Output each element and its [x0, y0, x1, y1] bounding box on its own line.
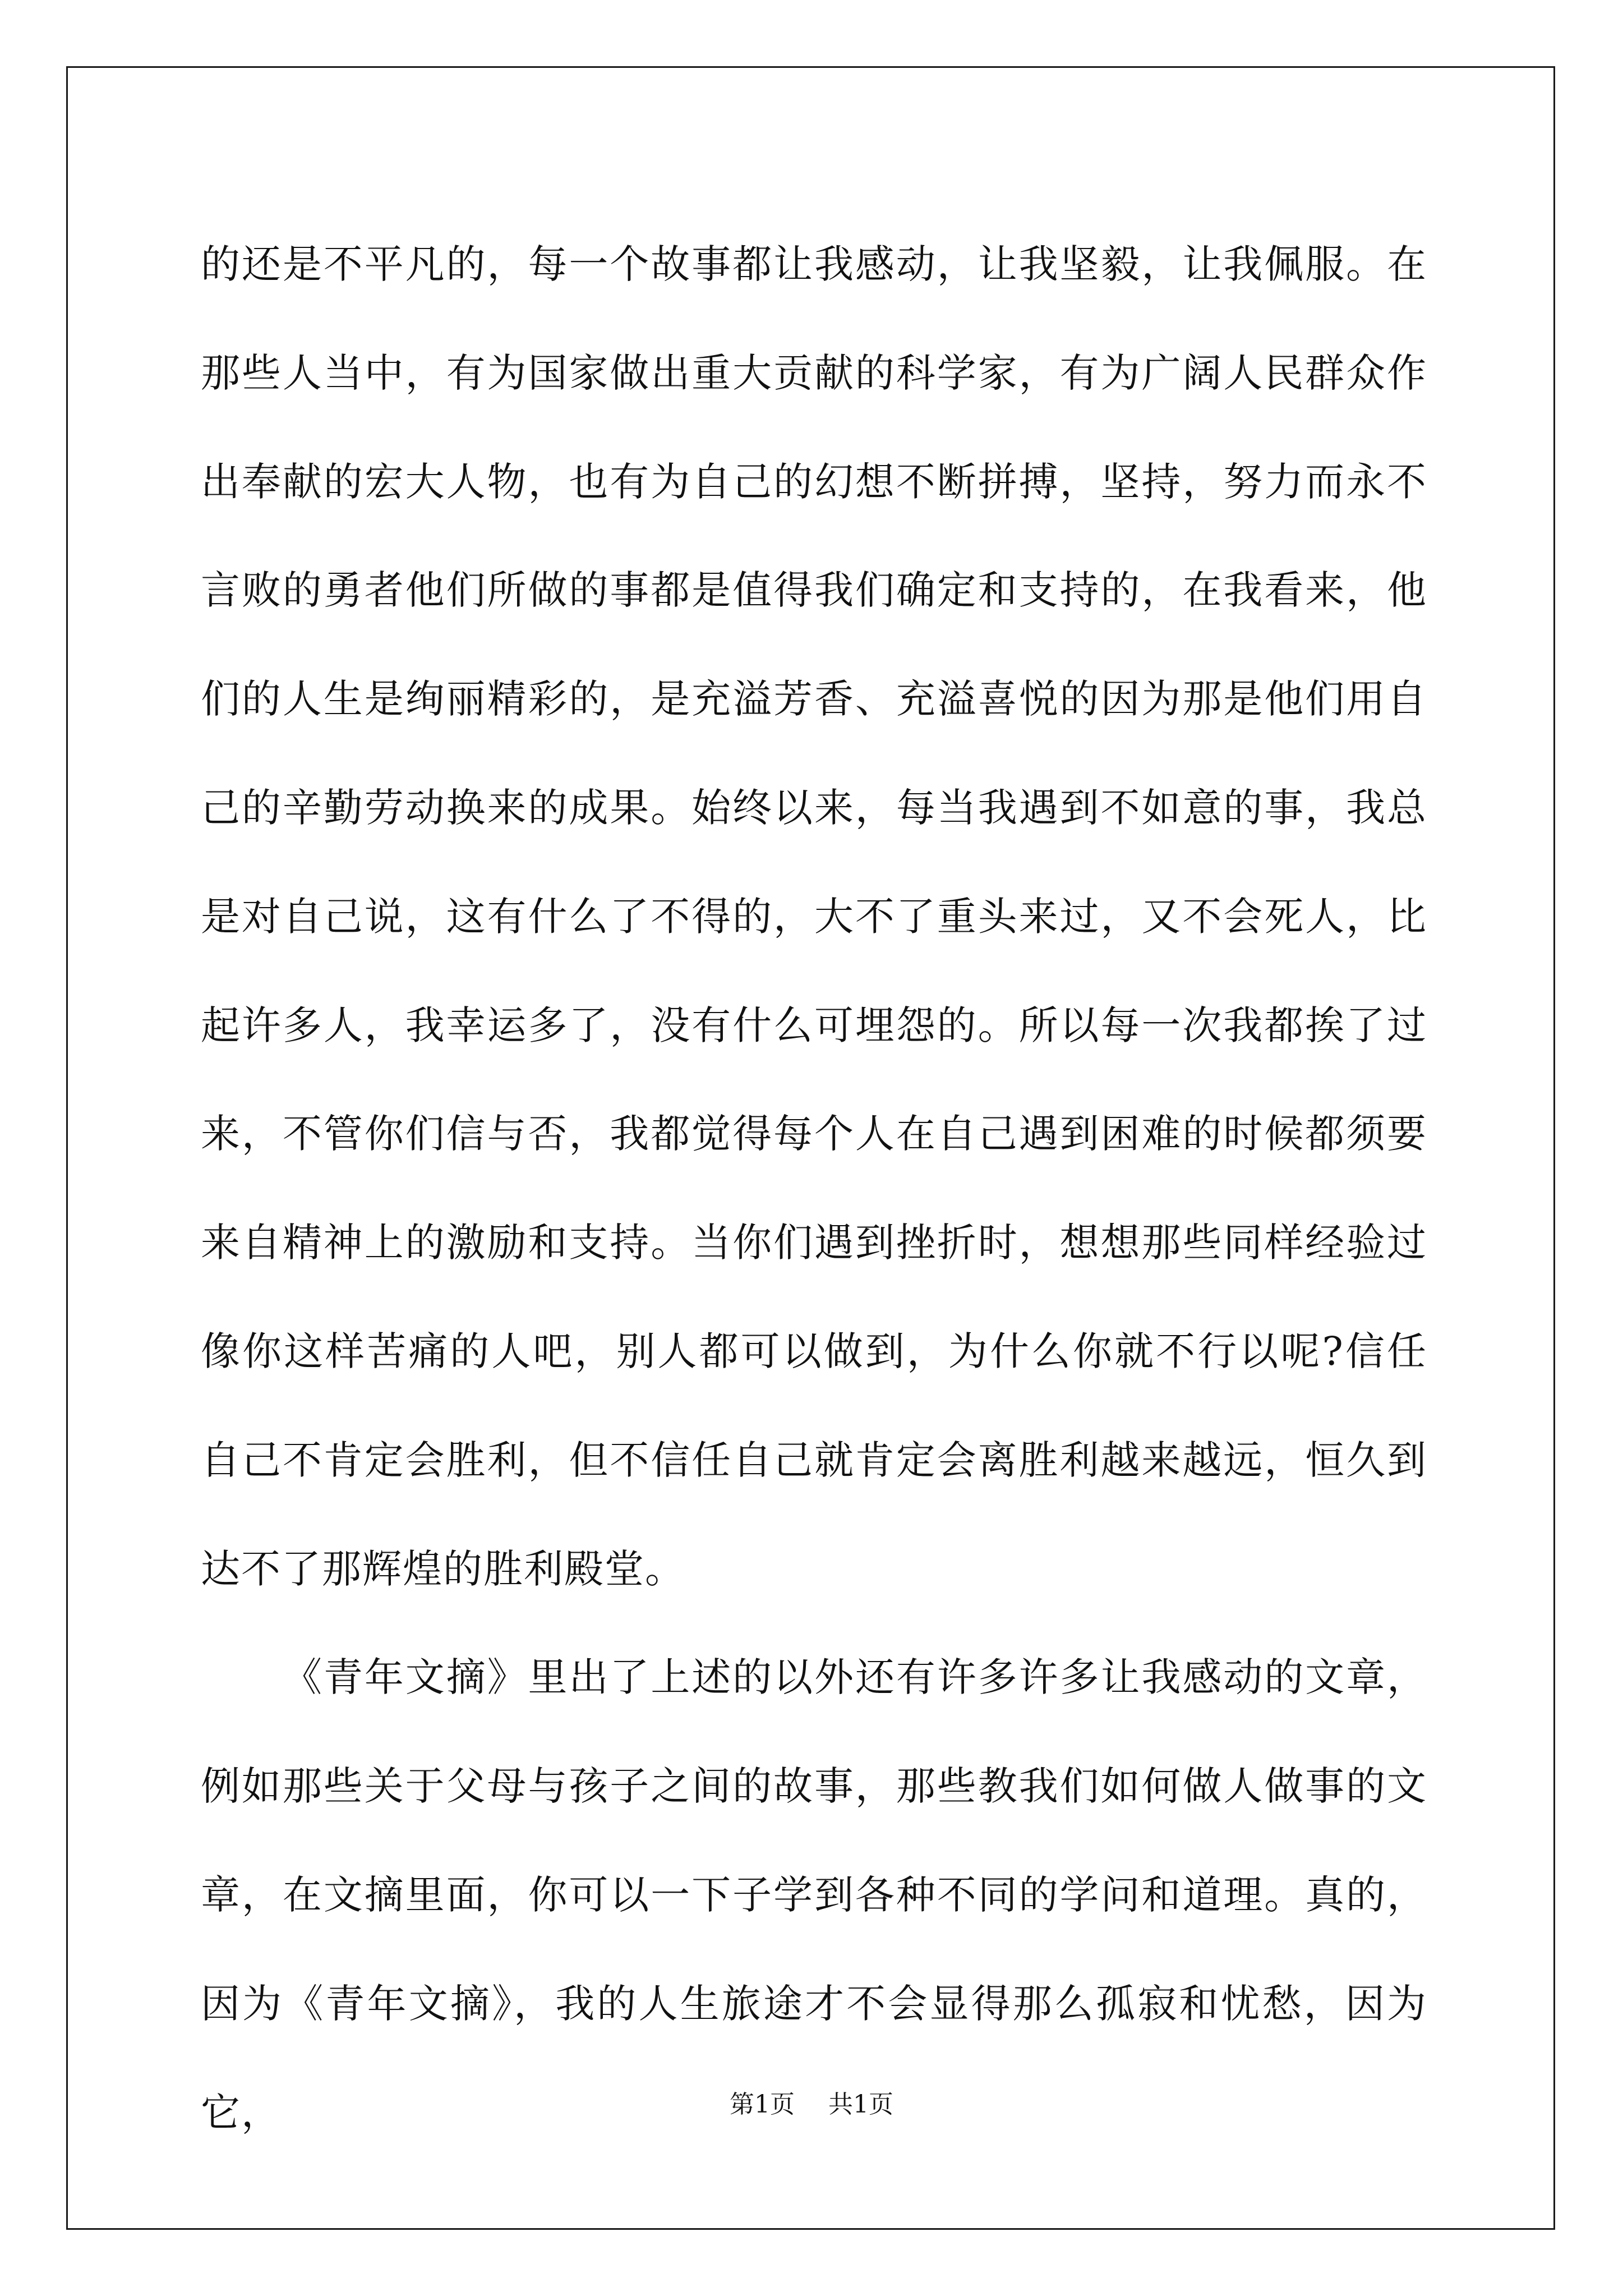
- paragraph-continued: 的还是不平凡的，每一个故事都让我感动，让我坚毅，让我佩服。在那些人当中，有为国家做出重大贡献的科学家，有为广阔人民群众作出奉献的宏大人物，也有为自己的幻想不断拼搏，坚持，努力而永不言败的勇者他们所做的事都是值得我们确定和支持的，在我看来，他们的人生是绚丽精彩的，是充溢芳香、充溢喜悦的因为那是他们用自己的辛勤劳动换来的成果。始终以来，每当我遇到不如意的事，我总是对自己说，这有什么了不得的，大不了重头来过，又不会死人，比起许多人，我幸运多了，没有什么可埋怨的。所以每一次我都挨了过来，不管你们信与否，我都觉得每个人在自己遇到困难的时候都须要来自精神上的激励和支持。当你们遇到挫折时，想想那些同样经验过像你这样苦痛的人吧，别人都可以做到，为什么你就不行以呢?信任自己不肯定会胜利，但不信任自己就肯定会离胜利越来越远，恒久到达不了那辉煌的胜利殿堂。: [201, 241, 1427, 1592]
- paragraph-youth-digest: 《青年文摘》里出了上述的以外还有许多许多让我感动的文章，例如那些关于父母与孩子之间的故事，那些教我们如何做人做事的文章，在文摘里面，你可以一下子学到各种不同的学问和道理。真的，因为《青年文摘》，我的人生旅途才不会显得那么孤寂和忧愁，因为它，: [201, 1654, 1427, 2136]
- page-number: 第1页: [730, 2090, 795, 2119]
- page-footer: [0, 2092, 1623, 2117]
- document-body: [201, 210, 1427, 2167]
- page-total: 共1页: [828, 2090, 893, 2119]
